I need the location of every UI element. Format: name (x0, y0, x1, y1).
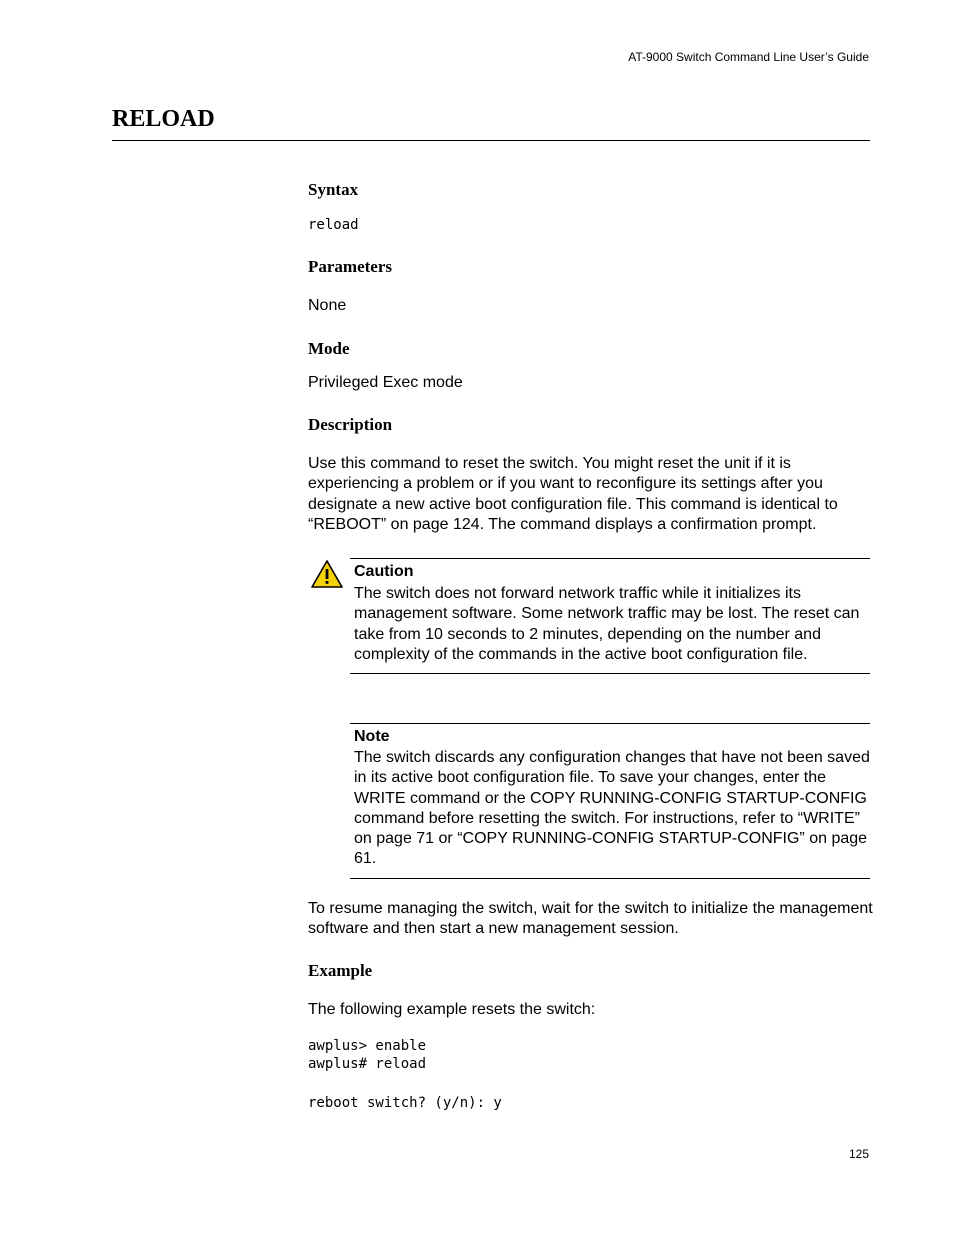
note-bottom-rule (350, 878, 870, 879)
description-text: Use this command to reset the switch. You might reset the unit if it is experiencing a problem or if you want to reconfigure its settings after you designate a new active boot configuration file. This command is identical to “REBOOT” on page 124. The command displays a confirmation prompt. (308, 455, 838, 533)
description-heading: Description (308, 415, 393, 434)
syntax-heading: Syntax (308, 180, 359, 199)
resume-text: To resume managing the switch, wait for the switch to initialize the management software and then start a new management session. (308, 900, 873, 938)
example-code-line-3: reboot switch? (y/n): y (308, 1095, 502, 1111)
syntax-code: reload (308, 217, 359, 233)
title-divider (112, 140, 870, 141)
note-text: The switch discards any configuration changes that have not been saved in its active boot configuration file. To save your changes, enter the WRITE command or the COPY RUNNING-CONFIG STARTUP-CONFIG command before resetting the switch. For instructions, refer to “WRITE” on page 71 or “COPY RUNNING-CONFIG STARTUP-CONFIG” on page 61. (354, 749, 870, 868)
example-code-line-1: awplus> enable (308, 1038, 427, 1054)
caution-text: The switch does not forward network traffic while it initializes its management software. Some network traffic may be lost. The reset can take from 10 seconds to 2 minutes, depending on the number and complexity of the commands in the active boot configuration file. (354, 585, 860, 663)
caution-bottom-rule (350, 673, 870, 674)
note-heading: Note (354, 728, 390, 745)
caution-top-rule (350, 558, 870, 559)
running-header: AT-9000 Switch Command Line User’s Guide (628, 50, 869, 64)
example-heading: Example (308, 961, 373, 980)
caution-heading: Caution (354, 563, 414, 580)
warning-triangle-icon (310, 559, 344, 589)
example-code-line-2: awplus# reload (308, 1056, 427, 1072)
parameters-heading: Parameters (308, 257, 393, 276)
mode-text: Privileged Exec mode (308, 374, 463, 391)
page-title: RELOAD (112, 106, 215, 132)
example-intro: The following example resets the switch: (308, 1001, 596, 1018)
parameters-text: None (308, 297, 347, 314)
page-number: 125 (848, 1147, 869, 1161)
mode-heading: Mode (308, 339, 350, 358)
note-top-rule (350, 723, 870, 724)
